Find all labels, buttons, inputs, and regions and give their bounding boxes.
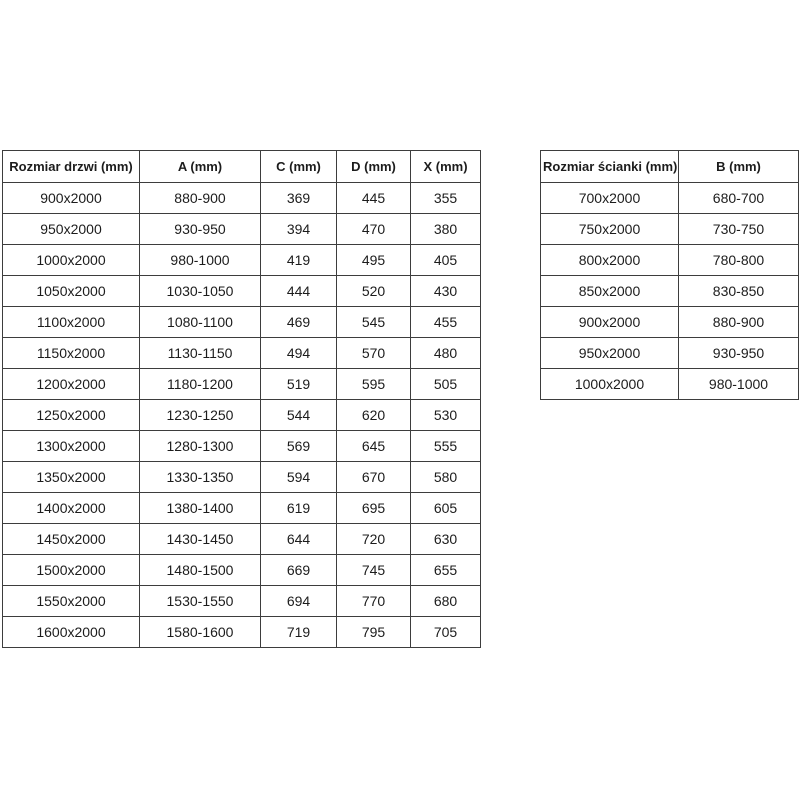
table-cell: 695 (337, 493, 411, 524)
table-cell: 494 (261, 338, 337, 369)
column-header: X (mm) (411, 151, 481, 183)
table-cell: 1150x2000 (3, 338, 140, 369)
table-cell: 519 (261, 369, 337, 400)
table-cell: 730-750 (679, 214, 799, 245)
table-cell: 645 (337, 431, 411, 462)
table-cell: 800x2000 (541, 245, 679, 276)
table-cell: 444 (261, 276, 337, 307)
table-cell: 495 (337, 245, 411, 276)
table-row (3, 431, 481, 462)
table-cell: 1580-1600 (140, 617, 261, 648)
table-row (541, 338, 799, 369)
table-cell: 545 (337, 307, 411, 338)
table-cell: 780-800 (679, 245, 799, 276)
column-header: A (mm) (140, 151, 261, 183)
table-cell: 394 (261, 214, 337, 245)
table-row (3, 617, 481, 648)
table-cell: 680-700 (679, 183, 799, 214)
table-cell: 530 (411, 400, 481, 431)
table-cell: 620 (337, 400, 411, 431)
door-sizes-header-row (3, 151, 481, 183)
table-row (3, 524, 481, 555)
table-cell: 1430-1450 (140, 524, 261, 555)
wall-sizes-header-row (541, 151, 799, 183)
table-row (541, 369, 799, 400)
table-cell: 469 (261, 307, 337, 338)
table-cell: 950x2000 (3, 214, 140, 245)
table-cell: 1030-1050 (140, 276, 261, 307)
table-row (3, 183, 481, 214)
table-row (3, 400, 481, 431)
table-cell: 455 (411, 307, 481, 338)
table-cell: 1280-1300 (140, 431, 261, 462)
table-cell: 830-850 (679, 276, 799, 307)
column-header: Rozmiar drzwi (mm) (3, 151, 140, 183)
table-row (541, 183, 799, 214)
table-row (541, 307, 799, 338)
table-cell: 520 (337, 276, 411, 307)
table-cell: 470 (337, 214, 411, 245)
table-cell: 1000x2000 (3, 245, 140, 276)
column-header: D (mm) (337, 151, 411, 183)
table-cell: 505 (411, 369, 481, 400)
table-cell: 1450x2000 (3, 524, 140, 555)
table-cell: 1600x2000 (3, 617, 140, 648)
table-cell: 680 (411, 586, 481, 617)
table-cell: 1200x2000 (3, 369, 140, 400)
table-cell: 795 (337, 617, 411, 648)
table-cell: 569 (261, 431, 337, 462)
table-row (3, 307, 481, 338)
table-cell: 1500x2000 (3, 555, 140, 586)
table-row (3, 369, 481, 400)
table-cell: 1180-1200 (140, 369, 261, 400)
table-cell: 900x2000 (541, 307, 679, 338)
table-cell: 1050x2000 (3, 276, 140, 307)
table-cell: 670 (337, 462, 411, 493)
table-cell: 700x2000 (541, 183, 679, 214)
table-cell: 619 (261, 493, 337, 524)
table-row (541, 276, 799, 307)
table-cell: 1230-1250 (140, 400, 261, 431)
table-cell: 850x2000 (541, 276, 679, 307)
table-cell: 1250x2000 (3, 400, 140, 431)
table-cell: 480 (411, 338, 481, 369)
table-cell: 1100x2000 (3, 307, 140, 338)
table-row (3, 493, 481, 524)
door-sizes-table (2, 150, 481, 648)
table-cell: 1480-1500 (140, 555, 261, 586)
table-cell: 750x2000 (541, 214, 679, 245)
table-cell: 1300x2000 (3, 431, 140, 462)
table-cell: 644 (261, 524, 337, 555)
table-cell: 720 (337, 524, 411, 555)
column-header: Rozmiar ścianki (mm) (541, 151, 679, 183)
column-header: B (mm) (679, 151, 799, 183)
table-cell: 419 (261, 245, 337, 276)
table-cell: 1550x2000 (3, 586, 140, 617)
table-cell: 980-1000 (140, 245, 261, 276)
table-row (3, 214, 481, 245)
table-row (3, 338, 481, 369)
table-cell: 1130-1150 (140, 338, 261, 369)
table-cell: 900x2000 (3, 183, 140, 214)
table-cell: 430 (411, 276, 481, 307)
table-row (3, 276, 481, 307)
table-row (3, 555, 481, 586)
table-cell: 745 (337, 555, 411, 586)
table-cell: 594 (261, 462, 337, 493)
wall-sizes-table (540, 150, 799, 400)
table-row (3, 462, 481, 493)
table-cell: 770 (337, 586, 411, 617)
table-cell: 445 (337, 183, 411, 214)
table-cell: 930-950 (679, 338, 799, 369)
table-cell: 630 (411, 524, 481, 555)
table-cell: 880-900 (679, 307, 799, 338)
table-cell: 369 (261, 183, 337, 214)
table-cell: 355 (411, 183, 481, 214)
table-cell: 595 (337, 369, 411, 400)
table-cell: 930-950 (140, 214, 261, 245)
table-cell: 1350x2000 (3, 462, 140, 493)
table-cell: 950x2000 (541, 338, 679, 369)
table-cell: 1330-1350 (140, 462, 261, 493)
table-row (541, 245, 799, 276)
table-cell: 705 (411, 617, 481, 648)
table-cell: 580 (411, 462, 481, 493)
table-cell: 669 (261, 555, 337, 586)
table-cell: 1000x2000 (541, 369, 679, 400)
table-cell: 405 (411, 245, 481, 276)
table-cell: 1530-1550 (140, 586, 261, 617)
table-cell: 555 (411, 431, 481, 462)
table-cell: 980-1000 (679, 369, 799, 400)
table-cell: 694 (261, 586, 337, 617)
table-cell: 380 (411, 214, 481, 245)
table-cell: 570 (337, 338, 411, 369)
table-row (3, 586, 481, 617)
table-cell: 1400x2000 (3, 493, 140, 524)
table-cell: 544 (261, 400, 337, 431)
column-header: C (mm) (261, 151, 337, 183)
table-cell: 655 (411, 555, 481, 586)
table-cell: 880-900 (140, 183, 261, 214)
table-cell: 605 (411, 493, 481, 524)
table-row (541, 214, 799, 245)
table-row (3, 245, 481, 276)
table-cell: 1080-1100 (140, 307, 261, 338)
table-cell: 719 (261, 617, 337, 648)
table-cell: 1380-1400 (140, 493, 261, 524)
